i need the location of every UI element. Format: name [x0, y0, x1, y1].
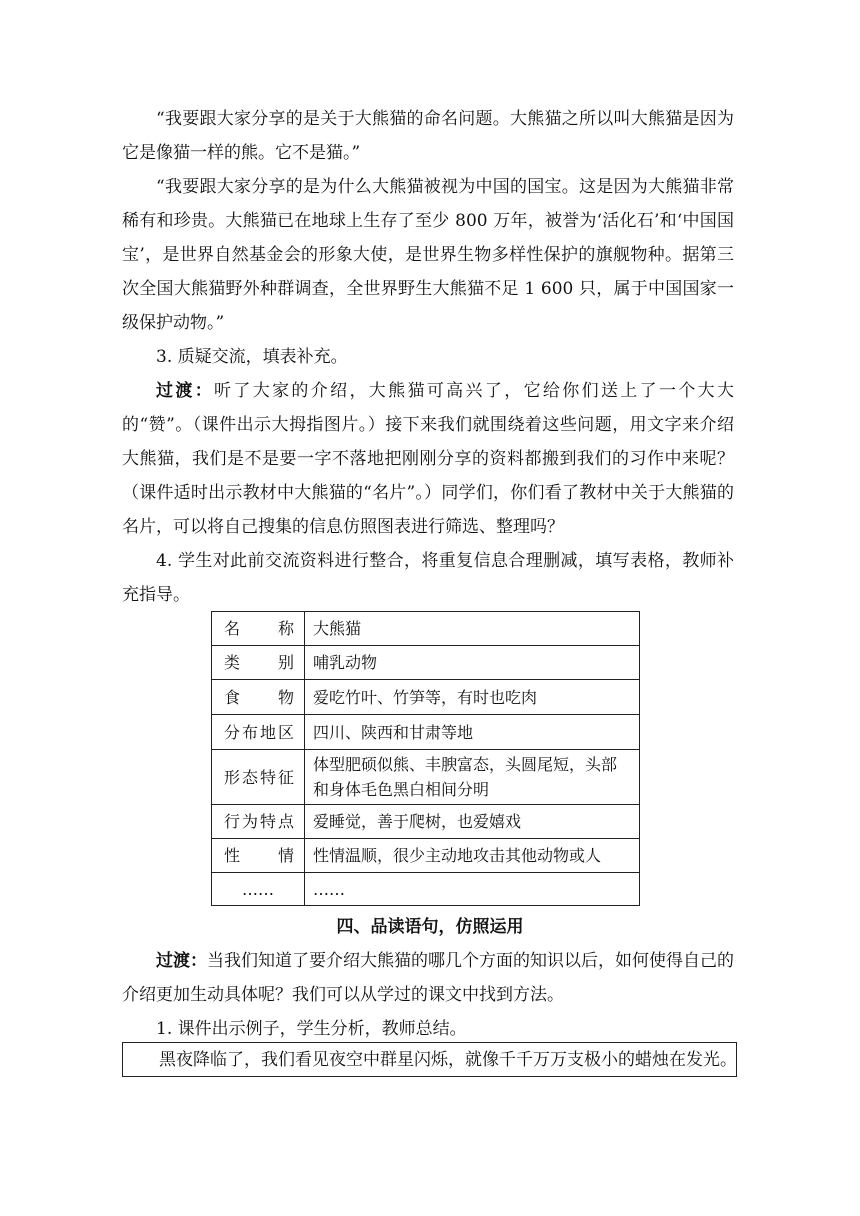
table-key-cell: 分布地区: [212, 715, 305, 750]
table-key-cell: 食物: [212, 680, 305, 715]
table-row: [212, 873, 640, 906]
table-key-cell: 行为特点: [212, 805, 305, 839]
table-row: [212, 750, 640, 805]
paragraph-panda-naming: “我要跟大家分享的是关于大熊猫的命名问题。大熊猫之所以叫大熊猫是因为它是像猫一样的熊。它不是猫。”: [122, 109, 734, 163]
table-value-cell: ……: [305, 873, 640, 906]
table-key-cell: 类别: [212, 646, 305, 680]
table-row: [212, 612, 640, 646]
transition-label: 过渡：: [156, 951, 207, 971]
paragraph-panda-national-treasure: “我要跟大家分享的是为什么大熊猫被视为中国的国宝。这是因为大熊猫非常稀有和珍贵。大熊猫已在地球上生存了至少 800 万年，被誉为‘活化石’和‘中国国宝’，是世界自然基金会的形象大使，是世界生物多样性保护的旗舰物种。据第三次全国大熊猫野外种群调查，全世界野生大熊猫不足 1 600 只，属于中国国家一级保护动物。”: [122, 177, 734, 333]
table-row: [212, 680, 640, 715]
table-key-cell: 名称: [212, 612, 305, 646]
table-value-cell: 爱吃竹叶、竹笋等，有时也吃肉: [305, 680, 640, 715]
paragraph-transition-1: [122, 374, 734, 544]
table-key-cell: 性情: [212, 839, 305, 873]
example-sentence: 黑夜降临了，我们看见夜空中群星闪烁，就像千千万万支极小的蜡烛在发光。: [159, 1050, 737, 1070]
transition-text: 当我们知道了要介绍大熊猫的哪几个方面的知识以后，如何使得自己的介绍更加生动具体呢？我们可以从学过的课文中找到方法。: [122, 951, 734, 1005]
table-value-cell: 体型肥硕似熊、丰腴富态，头圆尾短，头部和身体毛色黑白相间分明: [305, 750, 640, 805]
table-value-cell: 大熊猫: [305, 612, 640, 646]
paragraph-step-1: 1. 课件出示例子，学生分析，教师总结。: [156, 1019, 467, 1039]
table-row: [212, 805, 640, 839]
table-value-cell: 爱睡觉，善于爬树，也爱嬉戏: [305, 805, 640, 839]
table-row: [212, 839, 640, 873]
paragraph-step-3: 3. 质疑交流，填表补充。: [156, 347, 348, 367]
table-row: [212, 646, 640, 680]
transition-label: 过渡：: [156, 381, 215, 401]
table-key-cell: ……: [212, 873, 305, 906]
table-row: [212, 715, 640, 750]
section-heading: 四、品读语句，仿照运用: [336, 917, 524, 937]
example-sentence-box: [122, 1042, 737, 1077]
paragraph-transition-2: [122, 944, 734, 1012]
table-value-cell: 性情温顺，很少主动地攻击其他动物或人: [305, 839, 640, 873]
table-key-cell: 形态特征: [212, 750, 305, 805]
paragraph-step-4: 4. 学生对此前交流资料进行整合，将重复信息合理删减，填写表格，教师补充指导。: [122, 551, 734, 605]
panda-info-table: [211, 611, 640, 906]
transition-text: 听了大家的介绍，大熊猫可高兴了，它给你们送上了一个大大的“赞”。（课件出示大拇指图片。）接下来我们就围绕着这些问题，用文字来介绍大熊猫，我们是不是要一字不落地把刚刚分享的资料都搬到我们的习作中来呢？（课件适时出示教材中大熊猫的“名片”。）同学们，你们看了教材中关于大熊猫的名片，可以将自己搜集的信息仿照图表进行筛选、整理吗？: [122, 381, 735, 537]
table-value-cell: 哺乳动物: [305, 646, 640, 680]
table-value-cell: 四川、陕西和甘肃等地: [305, 715, 640, 750]
